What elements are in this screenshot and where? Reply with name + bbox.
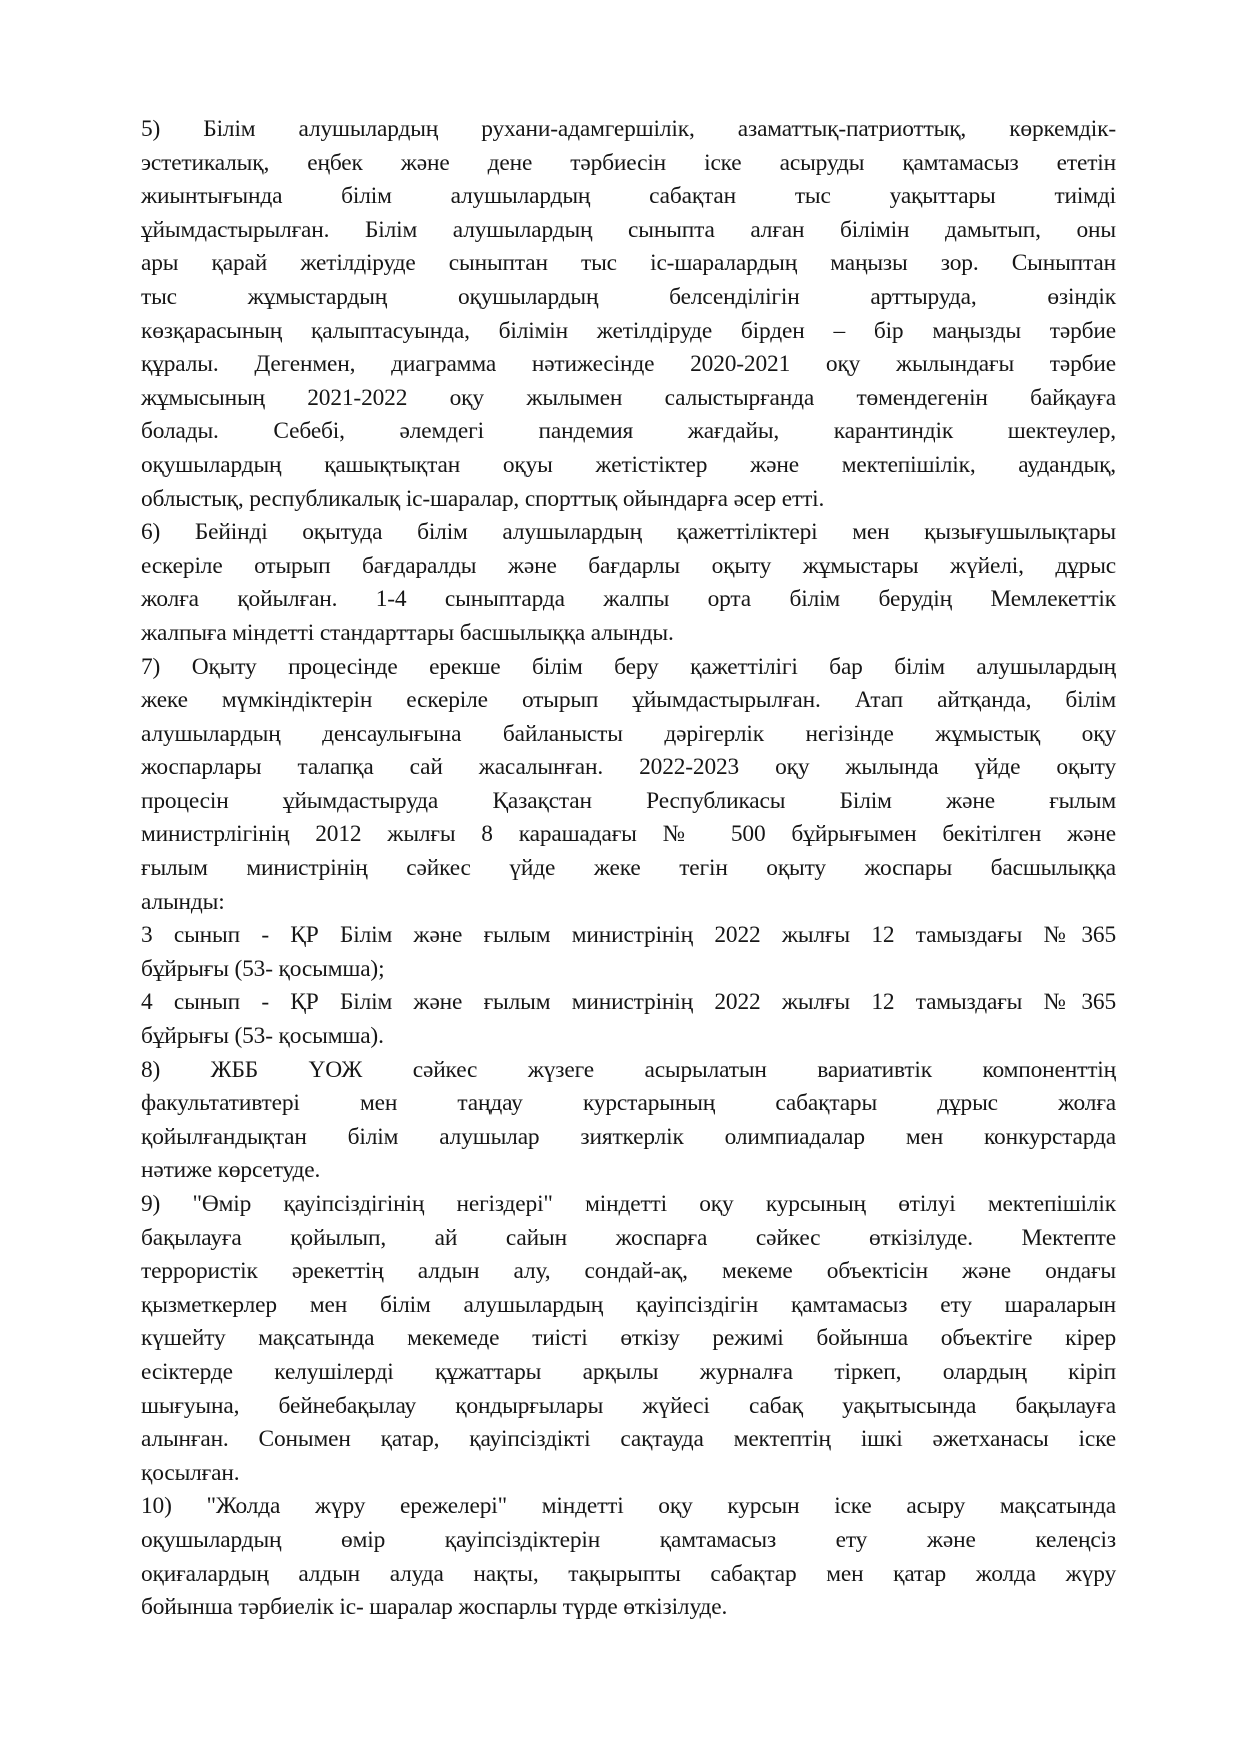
text-line: есіктерде келушілерді құжаттары арқылы журналға тіркеп, олардың кіріп <box>141 1358 1116 1385</box>
text-line: 7) Оқыту процесінде ерекше білім беру қажеттілігі бар білім алушылардың <box>141 653 1116 680</box>
text-line: шығуына, бейнебақылау қондырғылары жүйесі сабақ уақытысында бақылауға <box>141 1392 1116 1419</box>
grade-4-order <box>141 986 1116 1053</box>
text-line: 9) "Өмір қауіпсіздігінің негіздері" міндетті оқу курсының өтілуі мектепішілік <box>141 1191 1116 1217</box>
text-line: оқиғалардың алдын алуда нақты, тақырыпты сабақтар мен қатар жолда жүру <box>141 1560 1116 1587</box>
paragraph-6 <box>141 516 1116 650</box>
text-line: көзқарасының қалыптасуында, білімін жетілдіруде бірден – бір маңызды тәрбие <box>141 317 1116 344</box>
text-line: террористік әрекеттің алдын алу, сондай-ақ, мекеме объектісін және ондағы <box>141 1258 1116 1285</box>
paragraph-10 <box>141 1490 1116 1624</box>
text-line: қызметкерлер мен білім алушылардың қауіпсіздігін қамтамасыз ету шараларын <box>141 1291 1116 1318</box>
text-line: оқушылардың өмір қауіпсіздіктерін қамтамасыз ету және келеңсіз <box>141 1526 1116 1553</box>
text-line: 4 сынып - ҚР Білім және ғылым министрінің 2022 жылғы 12 тамыздағы №365 <box>141 989 1116 1016</box>
text-line: бұйрығы (53- қосымша). <box>141 1023 384 1050</box>
text-line: қойылғандықтан білім алушылар зияткерлік олимпиадалар мен конкурстарда <box>141 1123 1116 1150</box>
text-line: ұйымдастырылған. Білім алушылардың сыныпта алған білімін дамытып, оны <box>141 216 1116 243</box>
text-line: 10) "Жолда жүру ережелері" міндетті оқу курсын іске асыру мақсатында <box>141 1493 1116 1520</box>
text-line: 3 сынып - ҚР Білім және ғылым министрінің 2022 жылғы 12 тамыздағы №365 <box>141 922 1116 949</box>
text-line: болады. Себебі, әлемдегі пандемия жағдайы, карантиндік шектеулер, <box>141 418 1116 445</box>
text-line: жұмысының 2021-2022 оқу жылымен салыстырғанда төмендегенін байқауға <box>141 384 1116 411</box>
text-line: 8) ЖББ ҮОЖ сәйкес жүзеге асырылатын вариативтік компоненттің <box>141 1056 1116 1083</box>
text-line: жолға қойылған. 1-4 сыныптарда жалпы орта білім берудің Мемлекеттік <box>141 586 1116 613</box>
text-line: факультативтері мен таңдау курстарының сабақтары дұрыс жолға <box>141 1090 1116 1117</box>
text-line: күшейту мақсатында мекемеде тиісті өткізу режимі бойынша объектіге кірер <box>141 1325 1116 1352</box>
text-line: эстетикалық, еңбек және дене тәрбиесін іске асыруды қамтамасыз ететін <box>141 149 1116 176</box>
text-line: бойынша тәрбиелік іс- шаралар жоспарлы түрде өткізілуде. <box>141 1594 728 1621</box>
text-line: бақылауға қойылып, ай сайын жоспарға сәйкес өткізілуде. Мектепте <box>141 1224 1116 1251</box>
text-line: ескеріле отырып бағдаралды және бағдарлы оқыту жұмыстары жүйелі, дұрыс <box>141 552 1116 579</box>
text-line: ары қарай жетілдіруде сыныптан тыс іс-шаралардың маңызы зор. Сыныптан <box>141 250 1116 277</box>
text-line: министрлігінің 2012 жылғы 8 карашадағы № 500 бұйрығымен бекітілген және <box>141 821 1116 848</box>
text-line: ғылым министрінің сәйкес үйде жеке тегін оқыту жоспары басшылыққа <box>141 855 1116 882</box>
paragraph-7 <box>141 651 1116 920</box>
grade-3-order <box>141 919 1116 986</box>
text-line: облыстық, республикалық іс-шаралар, спорттық ойындарға әсер етті. <box>141 485 825 512</box>
paragraph-8 <box>141 1054 1116 1188</box>
text-line: 6) Бейінді оқытуда білім алушылардың қажеттіліктері мен қызығушылықтары <box>141 519 1116 546</box>
text-line: тыс жұмыстардың оқушылардың белсенділігін арттыруда, өзіндік <box>141 283 1116 310</box>
text-line: жалпыға міндетті стандарттары басшылыққа алынды. <box>141 619 674 646</box>
paragraph-5 <box>141 113 1116 516</box>
text-line: процесін ұйымдастыруда Қазақстан Республикасы Білім және ғылым <box>141 787 1116 814</box>
text-line: 5) Білім алушылардың рухани-адамгершілік, азаматтық-патриоттық, көркемдік- <box>141 116 1116 142</box>
text-line: жоспарлары талапқа сай жасалынған. 2022-2023 оқу жылында үйде оқыту <box>141 754 1116 781</box>
text-line: құралы. Дегенмен, диаграмма нәтижесінде 2020-2021 оқу жылындағы тәрбие <box>141 351 1116 378</box>
text-line: алынды: <box>141 888 225 915</box>
paragraph-9 <box>141 1188 1116 1490</box>
text-line: жеке мүмкіндіктерін ескеріле отырып ұйымдастырылған. Атап айтқанда, білім <box>141 687 1116 714</box>
text-line: жиынтығында білім алушылардың сабақтан тыс уақыттары тиімді <box>141 183 1116 210</box>
text-line: нәтиже көрсетуде. <box>141 1157 321 1184</box>
text-line: оқушылардың қашықтықтан оқуы жетістіктер және мектепішілік, аудандық, <box>141 451 1116 478</box>
text-line: бұйрығы (53- қосымша); <box>141 955 385 982</box>
document-body <box>141 113 1116 1625</box>
text-line: алынған. Сонымен қатар, қауіпсіздікті сақтауда мектептің ішкі әжетханасы іске <box>141 1426 1116 1453</box>
text-line: қосылған. <box>141 1459 240 1486</box>
text-line: алушылардың денсаулығына байланысты дәрігерлік негізінде жұмыстық оқу <box>141 720 1116 747</box>
